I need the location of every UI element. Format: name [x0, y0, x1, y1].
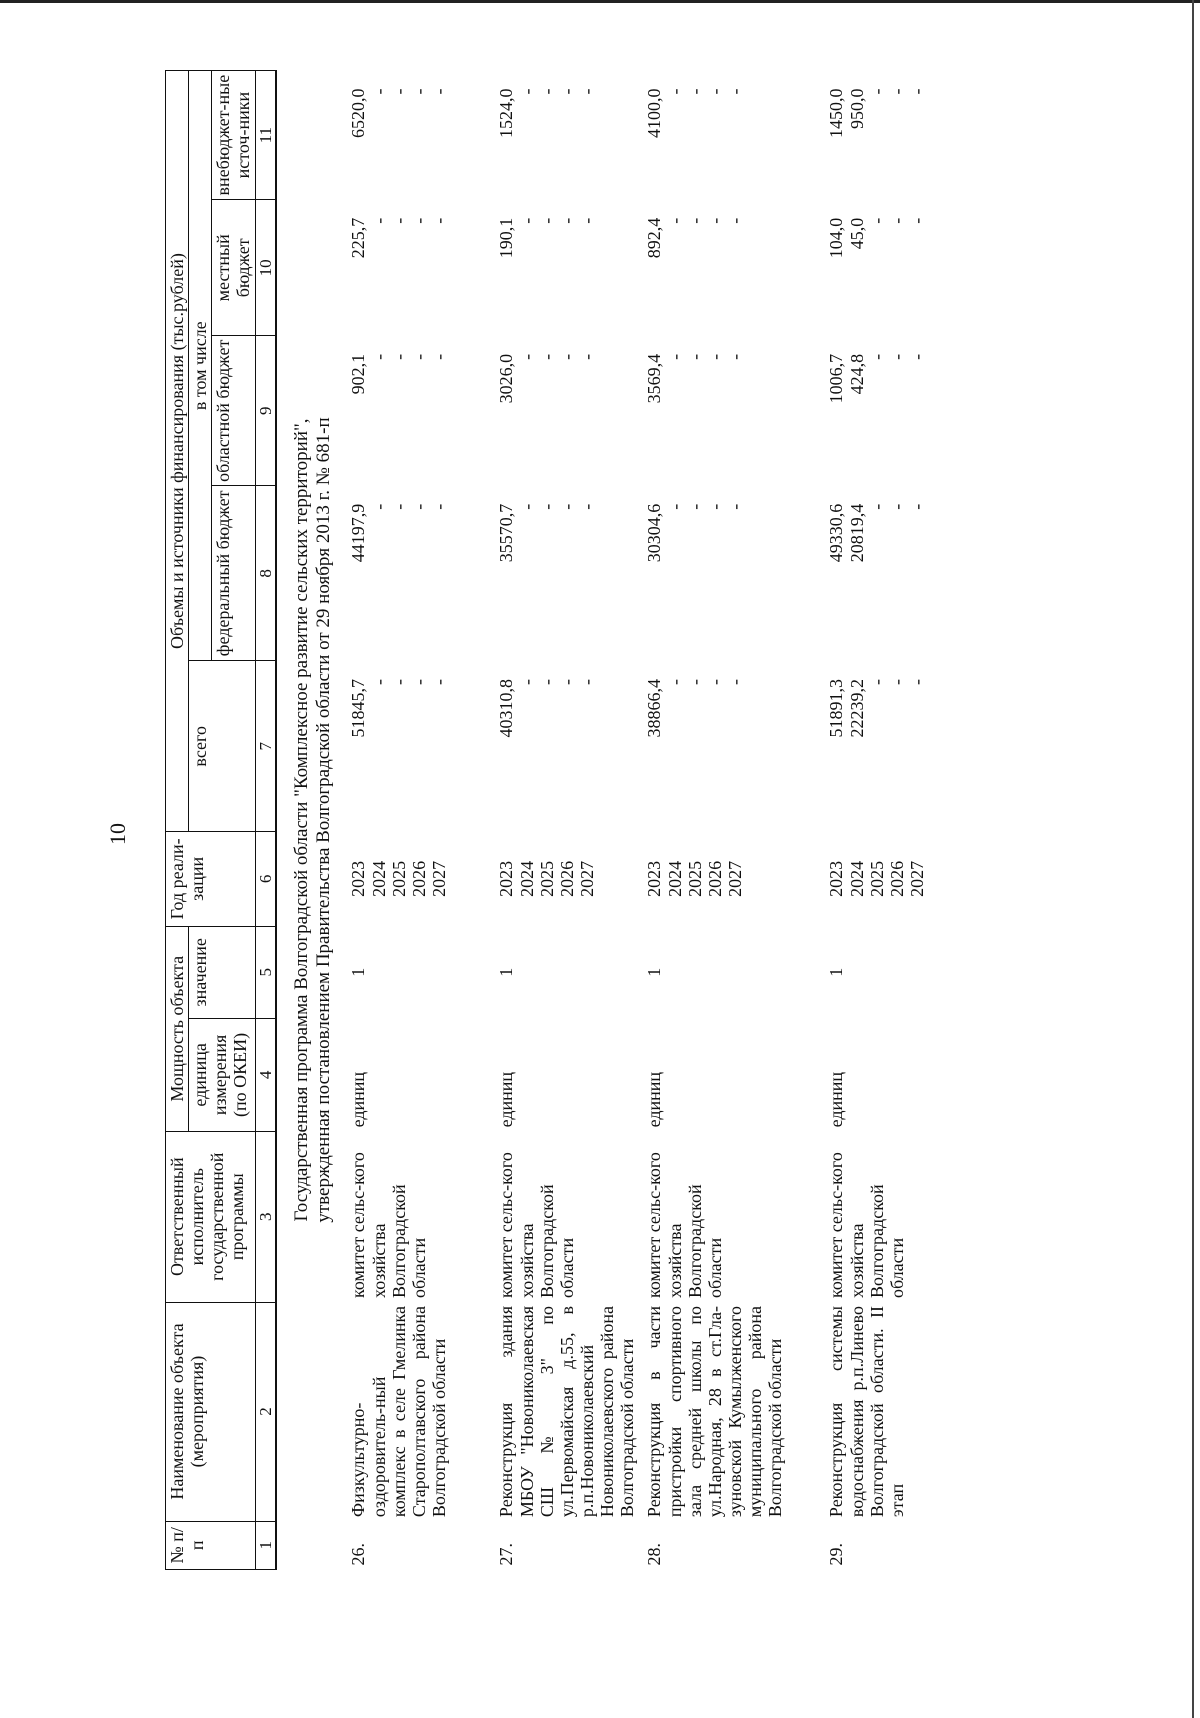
federal-amount: 49330,6 [826, 503, 847, 563]
local-amount: 45,0 [846, 217, 867, 250]
local-amount: - [368, 217, 389, 224]
local-amount: - [516, 217, 537, 224]
federal-amount: - [536, 503, 557, 510]
federal-amount: - [866, 503, 887, 510]
local-amount: 190,1 [496, 217, 517, 259]
total-amount-cell [494, 661, 642, 832]
regional-amount: - [408, 353, 429, 360]
funding-table [165, 70, 994, 1570]
implementation-year: 2026 [886, 860, 907, 897]
total-amount: - [906, 678, 927, 685]
implementation-year-cell [642, 832, 824, 927]
extrabudgetary-amount: - [576, 88, 597, 95]
federal-amount-cell [824, 486, 994, 661]
federal-amount: - [664, 503, 685, 510]
federal-amount: - [368, 503, 389, 510]
total-amount: 51845,7 [348, 678, 369, 738]
header-federal: федеральный бюджет [212, 486, 255, 661]
capacity-unit: единиц [348, 1071, 369, 1128]
total-amount: - [664, 678, 685, 685]
extrabudgetary-amount: - [368, 88, 389, 95]
extrabudgetary-amount: 4100,0 [644, 88, 665, 138]
header-total: всего [189, 661, 255, 832]
extrabudgetary-amount: - [428, 88, 449, 95]
header-value: значение [189, 926, 255, 1018]
federal-amount: - [684, 503, 705, 510]
object-name: Реконструкция в части пристройки спортивного зала средней школы по ул.Народная, 28 в ст.Гла-зуновской Кумылженского муниципального района Волгоградской области [644, 1306, 786, 1518]
extrabudgetary-amount-cell [642, 71, 824, 200]
implementation-year: 2024 [846, 860, 867, 897]
local-amount: 892,4 [644, 217, 665, 259]
table-row [346, 71, 494, 1570]
page-top-edge [0, 0, 1200, 3]
federal-amount: - [906, 503, 927, 510]
row-number: 27. [496, 1543, 517, 1566]
local-amount-cell [346, 200, 494, 336]
column-number: 1 [255, 1521, 276, 1569]
column-number: 6 [255, 832, 276, 927]
total-amount-cell [824, 661, 994, 832]
local-amount: - [408, 217, 429, 224]
total-amount: 38866,4 [644, 678, 665, 738]
total-amount: - [866, 678, 887, 685]
regional-amount-cell [824, 336, 994, 486]
column-number: 9 [255, 336, 276, 486]
extrabudgetary-amount: 950,0 [846, 88, 867, 129]
extrabudgetary-amount: 6520,0 [348, 88, 369, 138]
local-amount-cell [642, 200, 824, 336]
federal-amount: - [388, 503, 409, 510]
row-number: 28. [644, 1543, 665, 1566]
local-amount: - [684, 217, 705, 224]
total-amount: - [516, 678, 537, 685]
header-no: № п/п [166, 1521, 256, 1569]
responsible-executor: комитет сельс-кого хозяйства Волгоградской области [496, 1152, 577, 1299]
column-number: 4 [255, 1018, 276, 1131]
local-amount: - [388, 217, 409, 224]
implementation-year: 2023 [496, 860, 517, 897]
header-extra: внебюджет-ные источ-ники [212, 71, 255, 200]
total-amount: - [536, 678, 557, 685]
regional-amount: - [556, 353, 577, 360]
regional-amount: - [388, 353, 409, 360]
federal-amount: - [576, 503, 597, 510]
regional-amount: 3569,4 [644, 353, 665, 404]
local-amount: - [556, 217, 577, 224]
implementation-year: 2023 [826, 860, 847, 897]
column-number: 7 [255, 661, 276, 832]
implementation-year-cell [346, 832, 494, 927]
federal-amount-cell [346, 486, 494, 661]
regional-amount: - [724, 353, 745, 360]
extrabudgetary-amount: - [684, 88, 705, 95]
federal-amount: - [886, 503, 907, 510]
responsible-executor: комитет сельс-кого хозяйства Волгоградской области [644, 1152, 725, 1299]
total-amount: - [704, 678, 725, 685]
implementation-year: 2025 [536, 860, 557, 897]
federal-amount: - [556, 503, 577, 510]
header-executor: Ответственный исполнитель государственной программы [166, 1131, 256, 1302]
implementation-year: 2025 [684, 860, 705, 897]
total-amount: - [684, 678, 705, 685]
regional-amount: - [516, 353, 537, 360]
local-amount: - [536, 217, 557, 224]
total-amount: - [388, 678, 409, 685]
total-amount: - [886, 678, 907, 685]
federal-amount: - [408, 503, 429, 510]
header-including: в том числе [189, 71, 212, 661]
total-amount: - [428, 678, 449, 685]
extrabudgetary-amount: - [886, 88, 907, 95]
extrabudgetary-amount: - [724, 88, 745, 95]
implementation-year: 2024 [516, 860, 537, 897]
local-amount: - [906, 217, 927, 224]
regional-amount: - [684, 353, 705, 360]
table-row [642, 71, 824, 1570]
header-regional: областной бюджет [212, 336, 255, 486]
header-name: Наименование объекта (мероприятия) [166, 1302, 256, 1521]
program-title-line: утвержденная постановлением Правительства Волгоградской области от 29 ноября 2013 г. № 681-п [312, 417, 334, 1223]
table-row [824, 71, 994, 1570]
regional-amount: - [536, 353, 557, 360]
total-amount-cell [346, 661, 494, 832]
header-year: Год реали-зации [166, 832, 256, 927]
implementation-year: 2027 [724, 860, 745, 897]
extrabudgetary-amount-cell [824, 71, 994, 200]
extrabudgetary-amount: - [516, 88, 537, 95]
local-amount: - [428, 217, 449, 224]
total-amount: - [724, 678, 745, 685]
implementation-year: 2026 [704, 860, 725, 897]
header-local: местный бюджет [212, 200, 255, 336]
extrabudgetary-amount: 1450,0 [826, 88, 847, 138]
object-name: Реконструкция системы водоснабжения р.п.Линево Волгоградской области. II этап [826, 1306, 907, 1518]
capacity-value: 1 [826, 967, 847, 977]
header-unit: единица измерения (по ОКЕИ) [189, 1018, 255, 1131]
capacity-value: 1 [644, 967, 665, 977]
responsible-executor: комитет сельс-кого хозяйства Волгоградской области [348, 1152, 429, 1299]
regional-amount: - [368, 353, 389, 360]
local-amount: - [724, 217, 745, 224]
column-number: 8 [255, 486, 276, 661]
local-amount: - [886, 217, 907, 224]
total-amount: - [576, 678, 597, 685]
regional-amount: - [866, 353, 887, 360]
local-amount-cell [494, 200, 642, 336]
total-amount: - [368, 678, 389, 685]
regional-amount: - [576, 353, 597, 360]
page-number: 10 [105, 823, 130, 845]
capacity-unit: единиц [826, 1071, 847, 1128]
capacity-value: 1 [496, 967, 517, 977]
extrabudgetary-amount-cell [346, 71, 494, 200]
local-amount: - [664, 217, 685, 224]
rotated-document-page [165, 70, 1035, 1570]
total-amount-cell [642, 661, 824, 832]
extrabudgetary-amount: 1524,0 [496, 88, 517, 138]
federal-amount: - [428, 503, 449, 510]
extrabudgetary-amount: - [556, 88, 577, 95]
implementation-year-cell [824, 832, 994, 927]
column-number: 5 [255, 926, 276, 1018]
regional-amount-cell [346, 336, 494, 486]
federal-amount: - [704, 503, 725, 510]
local-amount-cell [824, 200, 994, 336]
federal-amount: 35570,7 [496, 503, 517, 563]
federal-amount: - [724, 503, 745, 510]
column-number: 10 [255, 200, 276, 336]
capacity-unit: единиц [644, 1071, 665, 1128]
extrabudgetary-amount-cell [494, 71, 642, 200]
page-right-edge [1192, 0, 1194, 1718]
program-title-row [276, 71, 347, 1570]
extrabudgetary-amount: - [408, 88, 429, 95]
regional-amount: - [664, 353, 685, 360]
federal-amount: - [516, 503, 537, 510]
regional-amount-cell [642, 336, 824, 486]
regional-amount-cell [494, 336, 642, 486]
regional-amount: 902,1 [348, 353, 369, 395]
header-capacity: Мощность объекта [166, 926, 189, 1131]
total-amount: - [408, 678, 429, 685]
object-name: Реконструкция здания МБОУ "Новониколаевская СШ № 3" по ул.Первомайская д.55, в р.п.Новониколаевский Новониколаевского района Волгоградской области [496, 1306, 638, 1518]
responsible-executor: комитет сельс-кого хозяйства Волгоградской области [826, 1152, 907, 1299]
implementation-year: 2024 [368, 860, 389, 897]
extrabudgetary-amount: - [704, 88, 725, 95]
extrabudgetary-amount: - [388, 88, 409, 95]
capacity-unit: единиц [496, 1071, 517, 1128]
implementation-year: 2027 [428, 860, 449, 897]
local-amount: - [704, 217, 725, 224]
total-amount: 22239,2 [846, 678, 867, 738]
implementation-year-cell [494, 832, 642, 927]
implementation-year: 2027 [576, 860, 597, 897]
federal-amount-cell [642, 486, 824, 661]
extrabudgetary-amount: - [536, 88, 557, 95]
regional-amount: 3026,0 [496, 353, 517, 404]
federal-amount-cell [494, 486, 642, 661]
regional-amount: - [704, 353, 725, 360]
regional-amount: - [886, 353, 907, 360]
row-number: 26. [348, 1543, 369, 1566]
federal-amount: 20819,4 [846, 503, 867, 563]
object-name: Физкультурно-оздоровитель-ный комплекс в селе Гмелинка Старополтавского района Волгоградской области [348, 1306, 449, 1518]
local-amount: - [576, 217, 597, 224]
extrabudgetary-amount: - [664, 88, 685, 95]
column-number: 2 [255, 1302, 276, 1521]
column-number: 11 [255, 71, 276, 200]
row-number: 29. [826, 1543, 847, 1566]
extrabudgetary-amount: - [866, 88, 887, 95]
implementation-year: 2025 [866, 860, 887, 897]
column-number: 3 [255, 1131, 276, 1302]
program-title [276, 71, 347, 1570]
column-number-row [255, 71, 276, 1570]
implementation-year: 2024 [664, 860, 685, 897]
implementation-year: 2023 [348, 860, 369, 897]
header-funding: Объемы и источники финансирования (тыс.рублей) [166, 71, 189, 832]
table-row [494, 71, 642, 1570]
local-amount: - [866, 217, 887, 224]
extrabudgetary-amount: - [906, 88, 927, 95]
total-amount: - [556, 678, 577, 685]
federal-amount: 44197,9 [348, 503, 369, 563]
capacity-value: 1 [348, 967, 369, 977]
local-amount: 225,7 [348, 217, 369, 259]
regional-amount: 424,8 [846, 353, 867, 395]
implementation-year: 2023 [644, 860, 665, 897]
regional-amount: - [428, 353, 449, 360]
regional-amount: 1006,7 [826, 353, 847, 404]
implementation-year: 2026 [408, 860, 429, 897]
program-title-line: Государственная программа Волгоградской области "Комплексное развитие сельских территорий", [290, 418, 312, 1222]
total-amount: 51891,3 [826, 678, 847, 738]
regional-amount: - [906, 353, 927, 360]
local-amount: 104,0 [826, 217, 847, 259]
implementation-year: 2026 [556, 860, 577, 897]
federal-amount: 30304,6 [644, 503, 665, 563]
total-amount: 40310,8 [496, 678, 517, 738]
implementation-year: 2025 [388, 860, 409, 897]
implementation-year: 2027 [906, 860, 927, 897]
